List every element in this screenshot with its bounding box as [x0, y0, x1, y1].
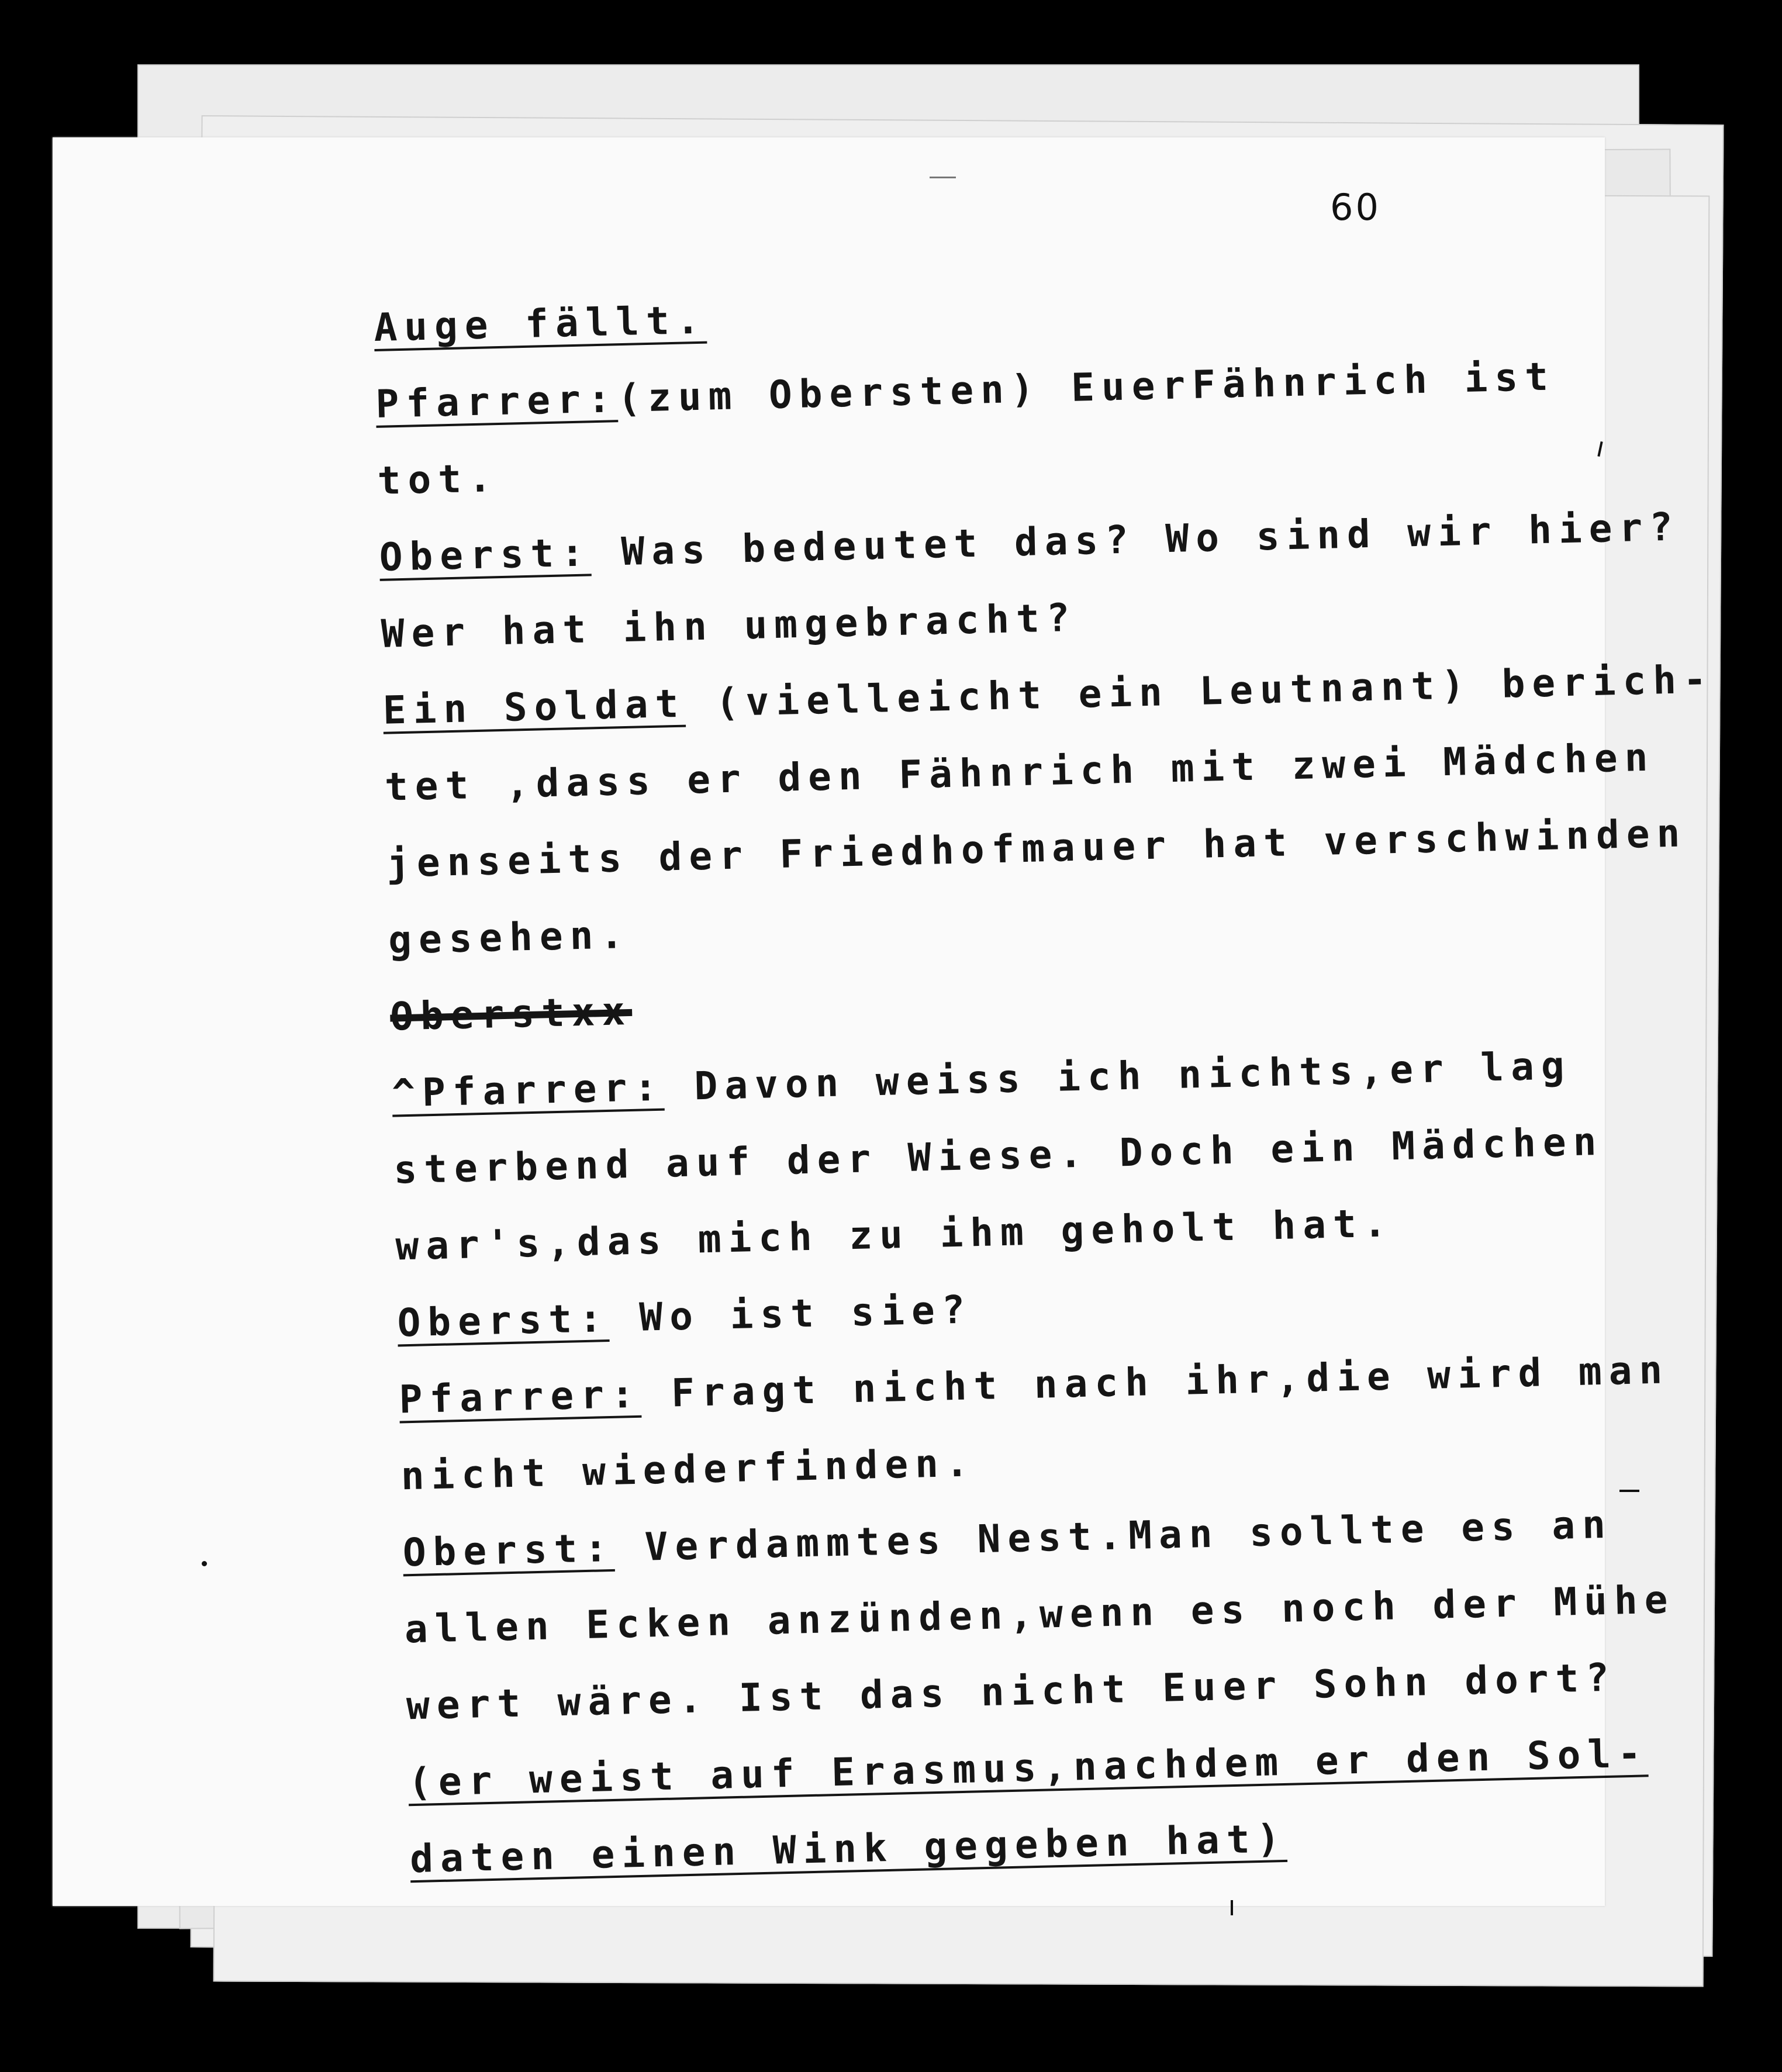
speaker-label: Ein Soldat — [382, 681, 686, 733]
line-text: Wo ist sie? — [608, 1287, 973, 1341]
line-text: sterbend auf der Wiese. Doch ein Mädchen — [393, 1118, 1604, 1193]
margin-pencil-mark — [1619, 1490, 1639, 1492]
line-text: nicht wiederfinden. — [400, 1440, 976, 1499]
line-text: war's,das mich zu ihm geholt hat. — [395, 1200, 1394, 1269]
bottom-tick-mark — [1231, 1900, 1233, 1915]
speaker-label: Oberst: — [402, 1525, 615, 1576]
pencil-dash — [930, 177, 956, 178]
line-text: (vielleicht ein Leutnant) berich- — [685, 657, 1714, 726]
margin-dot — [202, 1561, 207, 1566]
page-number: 60 — [1330, 186, 1381, 229]
speaker-label: Pfarrer: — [398, 1371, 642, 1422]
line-text: tot. — [377, 455, 499, 503]
line-text: allen Ecken anzünden,wenn es noch der Mühe — [404, 1577, 1676, 1652]
line-text: Davon weiss ich nichts,er lag — [663, 1043, 1572, 1110]
typescript-text — [373, 263, 1714, 1897]
line-text: (zum Obersten) EuerFähnrich ist — [617, 354, 1556, 422]
line-text: wert wäre. Ist das nicht Euer Sohn dort? — [406, 1655, 1617, 1729]
line-text: Was bedeutet das? Wo sind wir hier? — [590, 504, 1680, 575]
line-text: Verdammtes Nest.Man sollte es an — [614, 1501, 1613, 1570]
speaker-label: Oberst: — [396, 1295, 610, 1346]
speaker-label: Pfarrer: — [375, 376, 619, 427]
line-text: Wer hat ihn umgebracht? — [380, 595, 1078, 657]
line-text: tet ,dass er den Fähnrich mit zwei Mädchen — [384, 734, 1656, 810]
line-text: Fragt nicht nach ihr,die wird man — [640, 1347, 1670, 1417]
line-text: (er weist auf Erasmus,nachdem er den Sol- — [407, 1731, 1649, 1805]
struck-out-text: Oberstxx — [389, 988, 633, 1040]
line-text: jenseits der Friedhofmauer hat verschwinden — [386, 810, 1688, 886]
speaker-label: ^Pfarrer: — [391, 1064, 665, 1116]
line-text: gesehen. — [388, 911, 631, 963]
speaker-label: Oberst: — [378, 530, 592, 580]
speaker-label: Auge fällt. — [373, 297, 707, 350]
line-text: daten einen Wink gegeben hat) — [409, 1815, 1288, 1882]
